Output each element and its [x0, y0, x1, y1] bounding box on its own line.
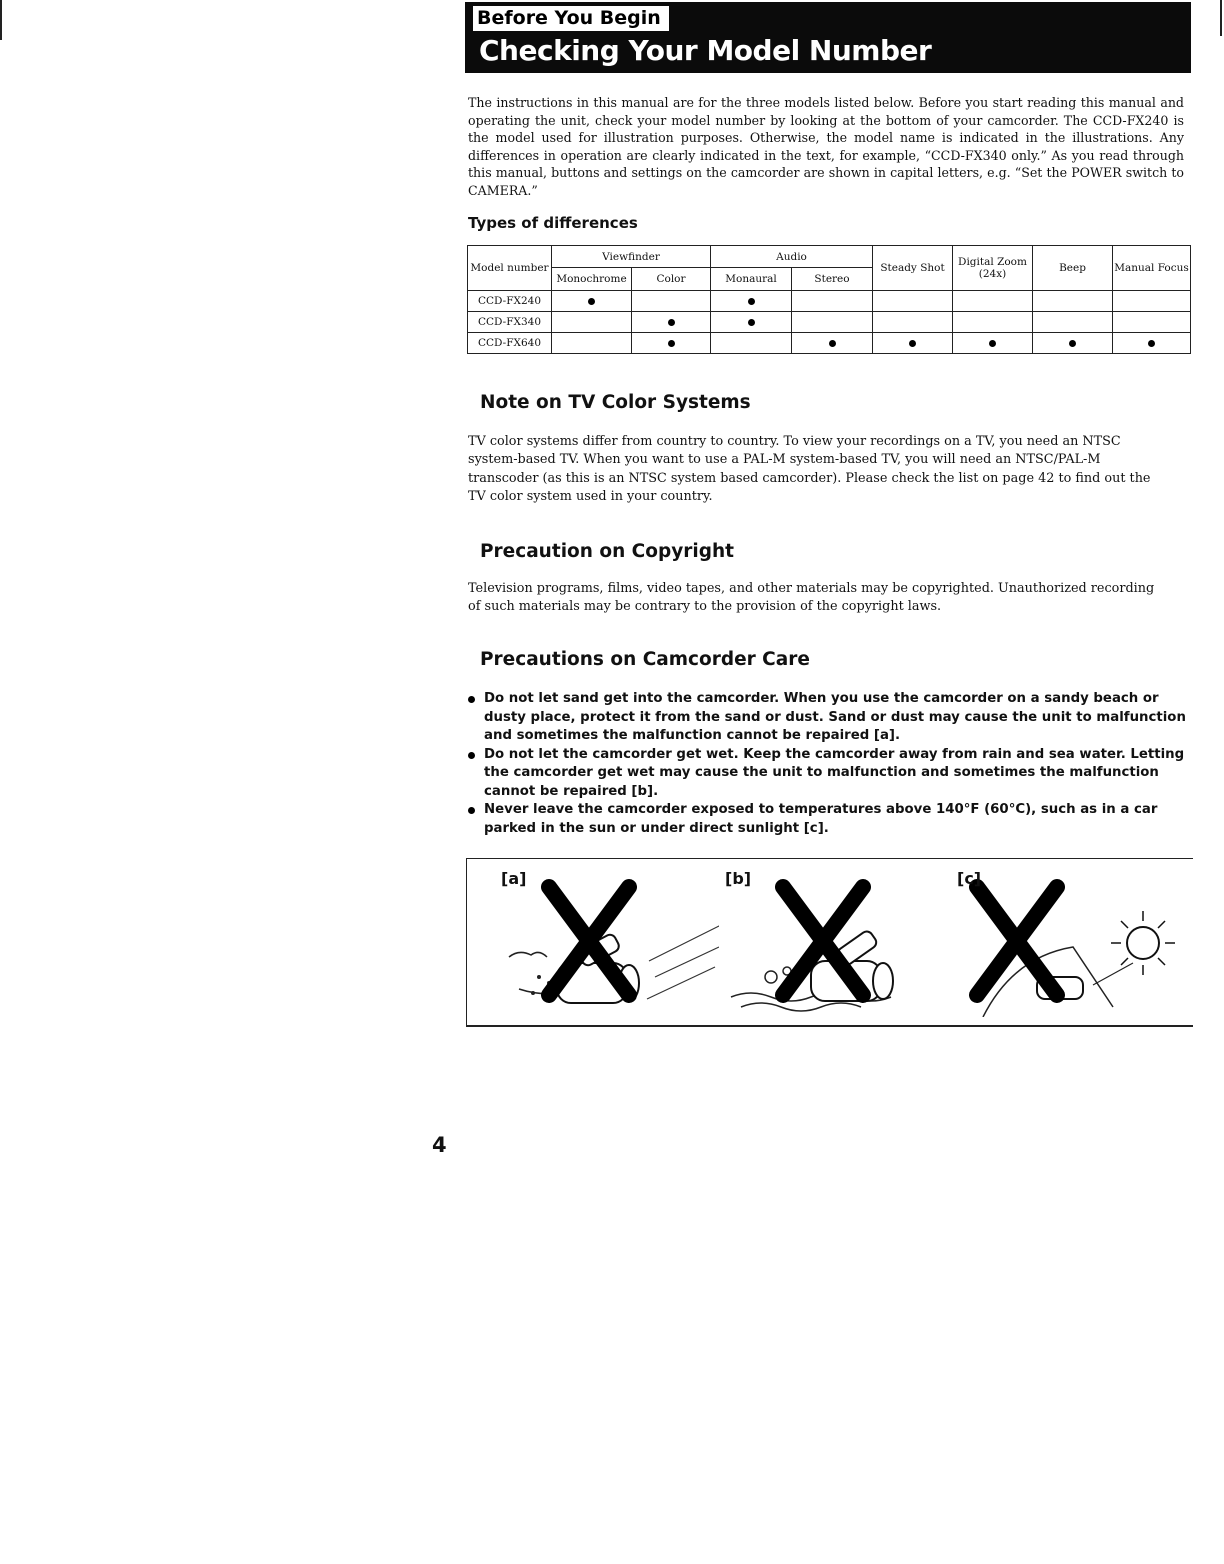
illustration-heat [943, 867, 1183, 1017]
feature-dot-icon [668, 319, 675, 326]
illustration-water [711, 867, 951, 1017]
header-monaural: Monaural [711, 268, 792, 291]
differences-table [467, 245, 1191, 354]
header-beep: Beep [1033, 246, 1113, 291]
header-digital-zoom: Digital Zoom (24x) [953, 246, 1033, 291]
list-item [468, 746, 1190, 802]
care-item-text: Do not let sand get into the camcorder. When you use the camcorder on a sandy beach or dusty place, protect it from the sand or dust. Sand or dust may cause the unit to malfunction and sometimes the malfunction cannot be repaired [a]. [484, 691, 1186, 743]
feature-cell [953, 333, 1033, 354]
list-item [468, 801, 1190, 838]
feature-dot-icon [668, 340, 675, 347]
label-a: [a] [501, 869, 527, 888]
feature-dot-icon [989, 340, 996, 347]
header-steady-shot: Steady Shot [873, 246, 953, 291]
header-manual-focus: Manual Focus [1113, 246, 1191, 291]
feature-dot-icon [1148, 340, 1155, 347]
types-heading: Types of differences [468, 214, 638, 232]
feature-cell [1033, 291, 1113, 312]
feature-cell [552, 291, 632, 312]
feature-cell [711, 312, 792, 333]
header-stereo: Stereo [792, 268, 873, 291]
feature-dot-icon [748, 298, 755, 305]
header-monochrome: Monochrome [552, 268, 632, 291]
feature-cell [711, 291, 792, 312]
feature-cell [552, 333, 632, 354]
section-kicker: Before You Begin [473, 6, 669, 31]
camcorder-water-icon [711, 867, 951, 1017]
model-cell: CCD-FX240 [468, 291, 552, 312]
intro-paragraph: The instructions in this manual are for the three models listed below. Before you start reading this manual and operating the unit, check your model number by looking at the bottom of your camcorder. The CCD-FX240 is the model used for illustration purposes. Otherwise, the model name is indicated in the illustrations. Any differences in operation are clearly indicated in the text, for example, “CCD-FX340 only.” As you read through this manual, buttons and settings on the camcorder are shown in capital letters, e.g. “Set the POWER switch to CAMERA.” [468, 95, 1184, 198]
table-row [468, 291, 1191, 312]
camcorder-sand-icon [479, 867, 719, 1017]
header-audio: Audio [711, 246, 873, 268]
feature-cell [1113, 312, 1191, 333]
copyright-paragraph: Television programs, films, video tapes, and other materials may be copyrighted. Unauthorized recording of such materials may be contrary to the provision of the copyright laws. [468, 581, 1155, 615]
bullet-icon [468, 696, 475, 703]
tv-paragraph: TV color systems differ from country to country. To view your recordings on a TV, you need an NTSC system-based TV. When you want to use a PAL-M system-based TV, you will need an NTSC/PAL-M transcoder (as this is an NTSC system based camcorder). Please check the list on page 42 to find out the TV color system used in your country. [468, 434, 1151, 504]
illustration-strip [466, 858, 1193, 1027]
feature-cell [873, 312, 953, 333]
feature-cell [1033, 312, 1113, 333]
feature-dot-icon [829, 340, 836, 347]
model-cell: CCD-FX640 [468, 333, 552, 354]
feature-dot-icon [748, 319, 755, 326]
feature-cell [792, 333, 873, 354]
label-c: [c] [957, 869, 982, 888]
feature-cell [1113, 333, 1191, 354]
illustration-sand [479, 867, 719, 1017]
header-banner [465, 2, 1191, 73]
feature-cell [792, 291, 873, 312]
table-row [468, 312, 1191, 333]
feature-cell [632, 312, 711, 333]
header-model: Model number [468, 246, 552, 291]
feature-cell [552, 312, 632, 333]
table-row [468, 333, 1191, 354]
header-viewfinder: Viewfinder [552, 246, 711, 268]
feature-cell [711, 333, 792, 354]
model-cell: CCD-FX340 [468, 312, 552, 333]
care-heading: Precautions on Camcorder Care [480, 649, 810, 670]
feature-cell [1033, 333, 1113, 354]
care-item-text: Never leave the camcorder exposed to temperatures above 140°F (60°C), such as in a car parked in the sun or under direct sunlight [c]. [484, 802, 1158, 836]
feature-cell [792, 312, 873, 333]
page-title: Checking Your Model Number [479, 34, 932, 67]
bullet-icon [468, 807, 475, 814]
camcorder-sun-icon [943, 867, 1183, 1017]
label-b: [b] [725, 869, 752, 888]
feature-cell [632, 333, 711, 354]
feature-cell [953, 312, 1033, 333]
tv-heading: Note on TV Color Systems [480, 392, 751, 413]
list-item [468, 690, 1190, 746]
scan-edge-left [0, 0, 2, 40]
scan-edge-right [1220, 0, 1222, 36]
header-color: Color [632, 268, 711, 291]
feature-dot-icon [909, 340, 916, 347]
copyright-heading: Precaution on Copyright [480, 541, 734, 562]
feature-cell [632, 291, 711, 312]
feature-cell [953, 291, 1033, 312]
feature-cell [1113, 291, 1191, 312]
feature-dot-icon [588, 298, 595, 305]
care-list [468, 690, 1190, 838]
bullet-icon [468, 752, 475, 759]
feature-dot-icon [1069, 340, 1076, 347]
feature-cell [873, 291, 953, 312]
care-item-text: Do not let the camcorder get wet. Keep the camcorder away from rain and sea water. Letting the camcorder get wet may cause the unit to malfunction and sometimes the malfunction cannot be repaired [b]. [484, 746, 1185, 799]
page-number: 4 [432, 1133, 447, 1157]
feature-cell [873, 333, 953, 354]
